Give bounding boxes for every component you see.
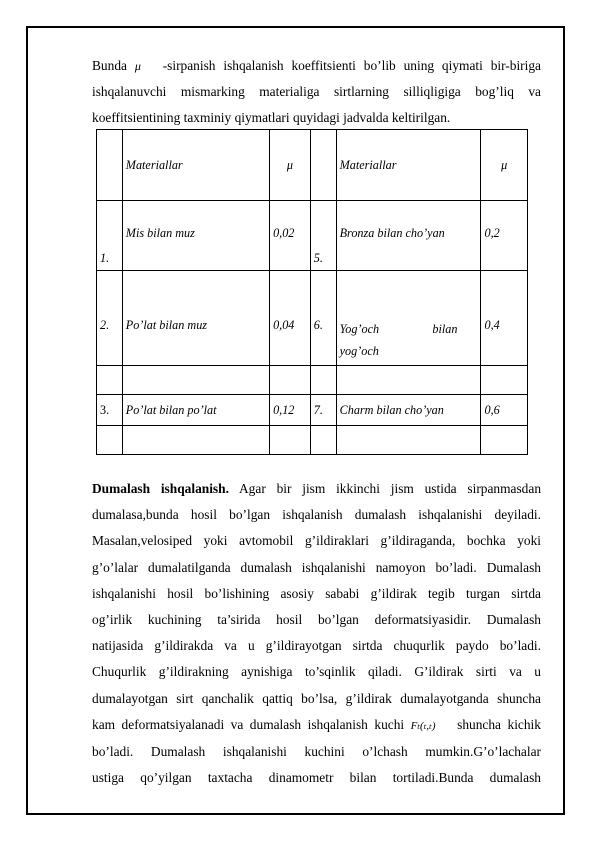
body-line: kam deformatsiyalanadi va dumalash ishqalanish kuchi Fₜ(ₜ,ₜ) shuncha kichik <box>92 712 541 739</box>
body-line: Chuqurlik g’ildirakning aynishiga to’sqinlik qiladi. G’ildirak sirti va u <box>92 664 541 680</box>
body-line: natijasida g’ildirakda va u g’ildirayotgan sirtda chuqurlik paydo bo’ladi. <box>92 638 541 654</box>
table-row: 1. Mis bilan muz 0,02 5. Bronza bilan cho’yan 0,2 <box>97 201 528 271</box>
body-line: g’o’lalar dumalatilganda dumalash ishqalanishi namoyon bo’ladi. Dumalash <box>92 559 541 575</box>
table-row <box>97 426 528 455</box>
materials-table <box>96 129 528 455</box>
header-materials: Materiallar <box>336 130 481 201</box>
body-line: Dumalash ishqalanish. Agar bir jism ikkinchi jism ustida sirpanmasdan <box>92 481 542 496</box>
body-line: Masalan,velosiped yoki avtomobil g’ildiraklari g’ildiraganda, bochka yoki <box>92 533 541 549</box>
intro-line: koeffitsientining taxminiy qiymatlari quyidagi jadvalda keltirilgan. <box>92 110 451 126</box>
body-paragraph <box>92 476 541 791</box>
body-line: ustiga qo’yilgan taxtacha dinamometr bilan tortiladi.Bunda dumalash <box>92 770 541 786</box>
table-row <box>97 366 528 395</box>
body-line: dumalasa,bunda hosil bo’lgan ishqalanish dumalash ishqalanishi deyiladi. <box>92 507 541 523</box>
intro-line: ishqalanuvchi mismarking materialiga sirtlarning silliqligiga bog’liq va <box>92 84 541 100</box>
table-row: 3. Po’lat bilan po’lat 0,12 7. Charm bilan cho’yan 0,6 <box>97 395 528 426</box>
header-mu: μ <box>481 130 528 201</box>
table-header-row <box>97 130 528 201</box>
intro-paragraph <box>92 53 541 132</box>
body-line: dumalayotgan sirt qanchalik qattiq bo’lsa, g’ildirak dumalayotganda shuncha <box>92 690 541 706</box>
rolling-friction-formula: Fₜ(ₜ,ₜ) <box>410 719 436 732</box>
body-line: ishqalanishi hosil bo’lishining asosiy sababi g’ildirak tegib turgan sirtda <box>92 585 541 601</box>
body-line: bo’ladi. Dumalash ishqalanishi kuchini o’lchash mumkin.G’o’lachalar <box>92 744 541 760</box>
mu-symbol: μ <box>134 59 141 73</box>
body-line: og’irlik kuchining ta’sirida hosil bo’lgan deformatsiyasidir. Dumalash <box>92 612 541 628</box>
header-mu: μ <box>270 130 311 201</box>
intro-line: Bunda μ -sirpanish ishqalanish koeffitsienti bo’lib uning qiymati bir-biriga <box>92 53 541 79</box>
table-row: 2. Po’lat bilan muz 0,04 6. Yog’och bilan yog’och 0,4 <box>97 271 528 366</box>
section-heading: Dumalash ishqalanish. <box>92 481 229 496</box>
header-materials: Materiallar <box>122 130 269 201</box>
